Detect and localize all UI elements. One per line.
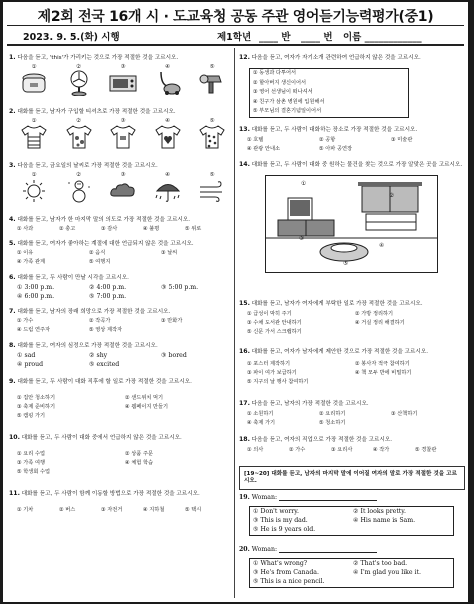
- question-10: 10. 대화를 듣고, 두 사람이 대화 중에서 언급하지 않은 것을 고르시오.: [9, 434, 182, 441]
- q15-option-1[interactable]: ① 급성이 막히 주기: [247, 311, 292, 317]
- room-label-3[interactable]: ③: [299, 236, 305, 242]
- q3-option-4[interactable]: ④: [149, 172, 187, 204]
- question-18: 18. 다음을 듣고, 여자의 직업으로 가장 적절한 것을 고르시오.: [239, 436, 393, 443]
- q10-option-5[interactable]: ⑤ 학생회 수업: [17, 469, 51, 475]
- class-blank[interactable]: ____ 반: [259, 32, 291, 43]
- question-13: 13. 대화를 듣고, 두 사람이 대화하는 장소로 가장 적절한 것을 고르시오.: [239, 126, 418, 133]
- q19-option-3[interactable]: ③ This is my dad.: [253, 517, 308, 524]
- q15-option-3[interactable]: ③ 수채 도서관 안내하기: [247, 320, 302, 326]
- q16-option-1[interactable]: ① 포스터 제작하기: [247, 361, 291, 367]
- q10-option-2[interactable]: ② 상품 주문: [125, 451, 153, 457]
- q3-option-5[interactable]: ⑤: [193, 172, 231, 204]
- q6-option-3[interactable]: ③ 5:00 p.m.: [161, 284, 199, 291]
- q7-option-1[interactable]: ① 가수: [17, 318, 34, 324]
- q1-option-1[interactable]: ①: [15, 64, 53, 96]
- room-label-2[interactable]: ②: [389, 193, 395, 199]
- q7-option-4[interactable]: ④ 드럼 연주자: [17, 327, 51, 333]
- q1-pictures: [15, 64, 231, 96]
- q4-options: [17, 225, 233, 234]
- q15-option-4[interactable]: ④ 거실 정리 해결하기: [355, 320, 405, 326]
- q13-option-5[interactable]: ⑤ 아파 공연장: [319, 146, 353, 152]
- q19-option-5[interactable]: ⑤ He is 9 years old.: [253, 526, 316, 533]
- q3-option-3[interactable]: ③: [104, 172, 142, 204]
- q2-pictures: [15, 118, 231, 150]
- question-4: 4. 대화를 듣고, 남자가 한 마지막 말의 의도로 가장 적절한 것을 고르시오.: [9, 216, 191, 223]
- q10-options: [17, 450, 233, 477]
- q8-option-5[interactable]: ⑤ excited: [89, 361, 120, 368]
- q16-option-5[interactable]: ⑤ 지구의 날 행사 참여하기: [247, 379, 309, 385]
- q13-option-1[interactable]: ① 호텔: [247, 137, 264, 143]
- question-9: 9. 대화를 듣고, 두 사람이 대화 직후에 할 일로 가장 적절한 것을 고르시오.: [9, 378, 192, 385]
- q1-option-2[interactable]: ②: [60, 64, 98, 96]
- grade-label: 제1학년: [217, 32, 252, 43]
- q9-options: [17, 394, 233, 421]
- q11-option-5[interactable]: ⑤ 택시: [185, 507, 202, 513]
- q4-option-3[interactable]: ③ 감사: [101, 226, 118, 232]
- q8-option-2[interactable]: ② shy: [89, 352, 108, 359]
- q18-options: [247, 446, 463, 455]
- vacuum-icon: [153, 70, 183, 96]
- q17-option-5[interactable]: ⑤ 청소하기: [319, 420, 346, 426]
- q17-option-4[interactable]: ④ 축제 가기: [247, 420, 275, 426]
- q8-option-3[interactable]: ③ bored: [161, 352, 187, 359]
- question-16: 16. 대화를 듣고, 여자가 남자에게 제안한 것으로 가장 적절한 것을 고르시오.: [239, 348, 429, 355]
- question-5: 5. 대화를 듣고, 여자가 좋아하는 계절에 대한 언급되지 않은 것을 고르시오.: [9, 240, 194, 247]
- q9-option-2[interactable]: ② 샌드위치 먹기: [125, 395, 164, 401]
- q19-option-4[interactable]: ④ His name is Sam.: [353, 517, 416, 524]
- q16-options: [247, 360, 463, 387]
- tshirt-heart-icon: [153, 124, 183, 150]
- q5-option-3[interactable]: ③ 날씨: [161, 250, 178, 256]
- q19-option-1[interactable]: ① Don't worry.: [253, 508, 299, 515]
- q18-option-2[interactable]: ② 가수: [289, 447, 306, 453]
- q6-option-2[interactable]: ② 4:00 p.m.: [89, 284, 127, 291]
- q13-option-4[interactable]: ④ 관광 안내소: [247, 146, 281, 152]
- q5-option-1[interactable]: ① 이유: [17, 250, 34, 256]
- q11-option-4[interactable]: ④ 지하철: [143, 507, 165, 513]
- q12-option-2[interactable]: ② 할아버지 생신이어서: [253, 79, 307, 86]
- q10-option-3[interactable]: ③ 가족 여행: [17, 460, 45, 466]
- q11-options: [17, 506, 233, 515]
- q4-option-2[interactable]: ② 충고: [59, 226, 76, 232]
- q11-option-1[interactable]: ① 기차: [17, 507, 34, 513]
- q1-option-5[interactable]: ⑤: [193, 64, 231, 96]
- wind-icon: [197, 178, 227, 204]
- q19-options: [253, 507, 465, 534]
- number-blank[interactable]: ____ 번: [301, 32, 333, 43]
- q12-option-5[interactable]: ⑤ 부모님의 결혼기념일이어서: [253, 108, 322, 115]
- fan-icon: [64, 70, 94, 96]
- hair-dryer-icon: [197, 70, 227, 96]
- q10-option-1[interactable]: ① 요리 수업: [17, 451, 45, 457]
- question-12: 12. 다음을 듣고, 여자가 자기소개 관련하여 언급하지 않은 것을 고르시오.: [239, 54, 421, 61]
- q9-option-1[interactable]: ① 집안 청소하기: [17, 395, 56, 401]
- q18-option-4[interactable]: ④ 작가: [373, 447, 390, 453]
- q1-option-4[interactable]: ④: [149, 64, 187, 96]
- question-2: 2. 대화를 듣고, 남자가 구입할 티셔츠로 가장 적절한 것을 고르시오.: [9, 108, 176, 115]
- q6-option-1[interactable]: ① 3:00 p.m.: [17, 284, 55, 291]
- snowman-icon: [64, 178, 94, 204]
- q12-option-3[interactable]: ③ 영어 선생님이 떠나셔서: [253, 89, 313, 96]
- number-label: 번: [323, 32, 333, 43]
- tshirt-striped-icon: [19, 124, 49, 150]
- q8-option-1[interactable]: ① sad: [17, 352, 36, 359]
- q7-options: [17, 317, 233, 335]
- exam-date: 2023. 9. 5.(화) 시행: [23, 32, 120, 43]
- q11-option-3[interactable]: ③ 자전거: [101, 507, 123, 513]
- q3-option-2[interactable]: ②: [60, 172, 98, 204]
- name-label: 이름: [343, 32, 362, 43]
- q5-option-5[interactable]: ⑤ 여행지: [89, 259, 111, 265]
- right-column: [239, 48, 465, 600]
- q2-option-5[interactable]: ⑤: [193, 118, 231, 150]
- q9-option-3[interactable]: ③ 축제 준비하기: [17, 404, 56, 410]
- q16-option-3[interactable]: ③ 파이 여가 보급하기: [247, 370, 297, 376]
- answer-sheet: [3, 2, 468, 602]
- umbrella-rain-icon: [153, 178, 183, 204]
- class-label: 반: [281, 32, 291, 43]
- q12-option-4[interactable]: ④ 친구가 삼촌 병원에 입원해서: [253, 98, 325, 105]
- tshirt-plain-icon: [108, 124, 138, 150]
- q18-option-3[interactable]: ③ 요리사: [331, 447, 353, 453]
- header-divider: [7, 44, 464, 46]
- q13-options: [247, 136, 463, 154]
- q10-option-4[interactable]: ④ 체험 학습: [125, 460, 153, 466]
- q19-option-2[interactable]: ② It looks pretty.: [353, 508, 406, 515]
- q17-option-1[interactable]: ① 소원하기: [247, 411, 274, 417]
- q16-option-2[interactable]: ② 봉사자 적극 참여하기: [355, 361, 410, 367]
- q6-option-5[interactable]: ⑤ 7:00 p.m.: [89, 293, 127, 300]
- tshirt-flower-icon: [64, 124, 94, 150]
- instructions-19-20: [19~20] 대화를 듣고, 남자의 마지막 말에 이어질 여자의 말로 가장 적절한 것을 고르시오.: [239, 466, 465, 490]
- question-14: 14. 대화를 듣고, 두 사람이 대화 중 원하는 물건을 찾는 것으로 가장 알맞은 곳을 고르시오.: [239, 161, 463, 168]
- q18-option-1[interactable]: ① 의사: [247, 447, 264, 453]
- name-blank[interactable]: 이름 ____________: [343, 32, 422, 43]
- q5-option-4[interactable]: ④ 가족 관계: [17, 259, 45, 265]
- q18-option-5[interactable]: ⑤ 경찰관: [415, 447, 437, 453]
- question-6: 6. 대화를 듣고, 두 사람이 만날 시각을 고르시오.: [9, 274, 129, 281]
- q4-option-5[interactable]: ⑤ 위로: [185, 226, 202, 232]
- q20-option-4[interactable]: ④ I'm glad you like it.: [353, 569, 421, 576]
- question-20: 20. Woman:: [239, 546, 465, 553]
- q20-answer-blank[interactable]: [279, 547, 377, 553]
- title-divider: [7, 25, 464, 26]
- q20-option-3[interactable]: ③ He's from Canada.: [253, 569, 319, 576]
- cloud-icon: [108, 178, 138, 204]
- q8-options: [17, 351, 233, 369]
- q4-option-4[interactable]: ④ 불평: [143, 226, 160, 232]
- q7-option-2[interactable]: ② 작곡가: [89, 318, 111, 324]
- room-label-5[interactable]: ⑤: [343, 261, 349, 267]
- question-19: 19. Woman:: [239, 494, 465, 501]
- q17-option-3[interactable]: ③ 산책하기: [391, 411, 418, 417]
- q15-option-5[interactable]: ⑤ 신문 가서 스크랩하기: [247, 329, 302, 335]
- q2-option-3[interactable]: ③: [104, 118, 142, 150]
- q7-option-3[interactable]: ③ 만화가: [161, 318, 183, 324]
- q13-option-2[interactable]: ② 공항: [319, 137, 336, 143]
- left-column: [9, 48, 235, 600]
- question-1: 1. 다음을 듣고, 'this'가 가리키는 것으로 가장 적절한 것을 고르시오.: [9, 54, 179, 61]
- q2-option-4[interactable]: ④: [149, 118, 187, 150]
- room-label-4[interactable]: ④: [379, 243, 385, 249]
- q16-option-4[interactable]: ④ 책 모두 반에 비밀하기: [355, 370, 412, 376]
- q3-pictures: [15, 172, 231, 204]
- q7-option-5[interactable]: ⑤ 영상 제작자: [89, 327, 123, 333]
- q19-answer-blank[interactable]: [279, 495, 377, 501]
- question-11: 11. 대화를 듣고, 두 사람이 함께 이동할 방법으로 가장 적절한 것을 고르시오.: [9, 490, 200, 497]
- question-15: 15. 대화를 듣고, 남자가 여자에게 부탁한 일로 가장 적절한 것을 고르시오.: [239, 300, 423, 307]
- q12-options: [253, 69, 465, 117]
- q2-option-1[interactable]: ①: [15, 118, 53, 150]
- q1-option-3[interactable]: ③: [104, 64, 142, 96]
- question-3: 3. 다음을 듣고, 금요일의 날씨로 가장 적절한 것을 고르시오.: [9, 162, 158, 169]
- q9-option-5[interactable]: ⑤ 캠핑 가기: [17, 413, 45, 419]
- q20-options: [253, 559, 465, 586]
- q2-option-2[interactable]: ②: [60, 118, 98, 150]
- q20-option-5[interactable]: ⑤ This is a nice pencil.: [253, 578, 325, 585]
- question-8: 8. 대화를 듣고, 여자의 심정으로 가장 적절한 것을 고르시오.: [9, 342, 158, 349]
- question-7: 7. 대화를 듣고, 남자의 장래 희망으로 가장 적절한 것을 고르시오.: [9, 308, 171, 315]
- q13-option-3[interactable]: ③ 미술관: [391, 137, 413, 143]
- q8-option-4[interactable]: ④ proud: [17, 361, 44, 368]
- q17-option-2[interactable]: ② 요리하기: [319, 411, 346, 417]
- q9-option-4[interactable]: ④ 웹페이지 만들기: [125, 404, 169, 410]
- q5-options: [17, 249, 233, 267]
- question-17: 17. 다음을 듣고, 남자의 가장 적절한 것을 고르시오.: [239, 400, 369, 407]
- room-illustration: [265, 175, 438, 273]
- q3-option-1[interactable]: ①: [15, 172, 53, 204]
- q15-option-2[interactable]: ② 가방 정리하기: [355, 311, 394, 317]
- q6-option-4[interactable]: ④ 6:00 p.m.: [17, 293, 55, 300]
- q20-option-1[interactable]: ① What's wrong?: [253, 560, 308, 567]
- q6-options: [17, 283, 233, 301]
- q11-option-2[interactable]: ② 버스: [59, 507, 76, 513]
- q20-option-2[interactable]: ② That's too bad.: [353, 560, 408, 567]
- rice-cooker-icon: [19, 70, 49, 96]
- q5-option-2[interactable]: ② 음식: [89, 250, 106, 256]
- microwave-icon: [108, 70, 138, 96]
- q12-option-1[interactable]: ① 동생과 다투어서: [253, 70, 297, 76]
- page-title: 제2회 전국 16개 시 · 도교육청 공동 주관 영어듣기능력평가(중1): [37, 9, 434, 25]
- q15-options: [247, 310, 463, 337]
- living-room-icon: [266, 176, 437, 272]
- room-label-1[interactable]: ①: [301, 181, 307, 187]
- q4-option-1[interactable]: ① 사과: [17, 226, 34, 232]
- q17-options: [247, 410, 463, 428]
- sun-icon: [19, 178, 49, 204]
- tshirt-dots-icon: [197, 124, 227, 150]
